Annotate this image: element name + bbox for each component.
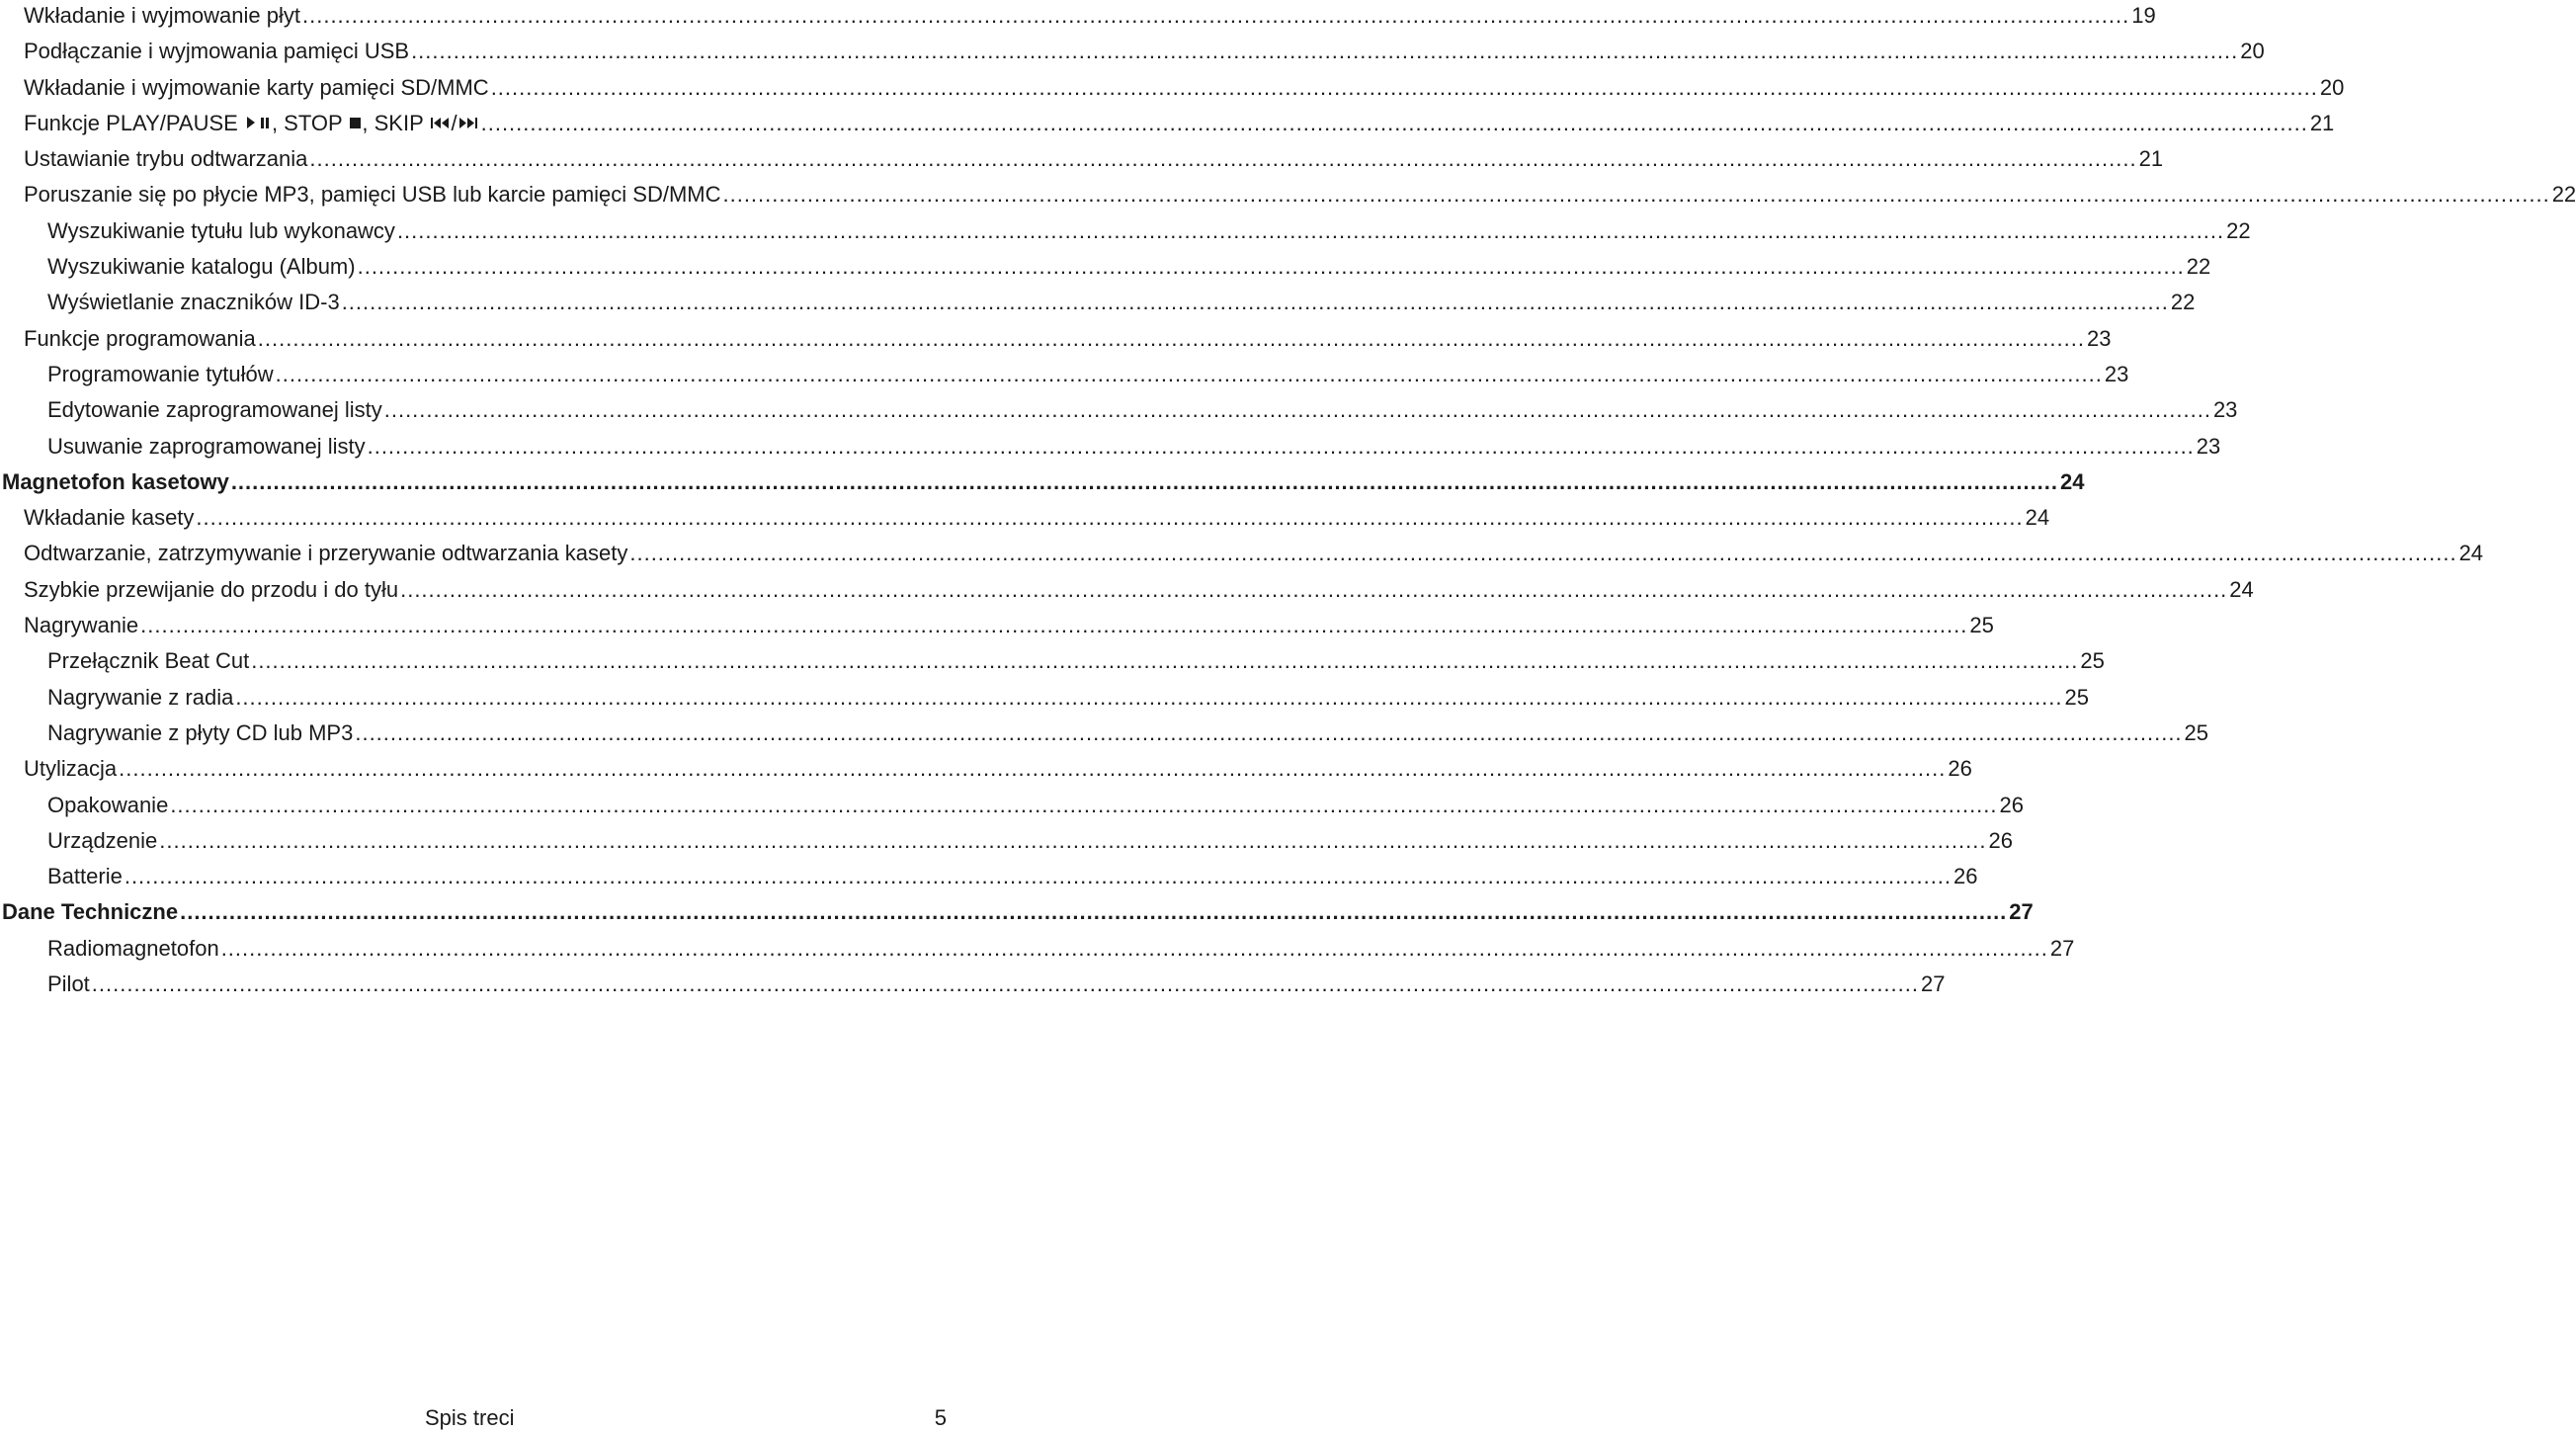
toc-entry-page-number: 25 bbox=[2080, 648, 2105, 674]
toc-entry-label-text: / bbox=[451, 110, 457, 135]
toc-entry-label: Podłączanie i wyjmowania pamięci USB bbox=[24, 39, 410, 64]
toc-dot-leader: .................................................................................................................................................................................................................................................................... bbox=[180, 899, 2008, 925]
toc-dot-leader: .................................................................................................................................................................................................................................................................... bbox=[257, 325, 2085, 351]
toc-entry-page-number: 24 bbox=[2025, 505, 2050, 531]
toc-dot-leader: .................................................................................................................................................................................................................................................................... bbox=[235, 684, 2063, 710]
footer-section-title: Spis treci bbox=[425, 1405, 515, 1430]
toc-entry[interactable] bbox=[0, 249, 2211, 285]
skip-back-icon bbox=[429, 115, 451, 130]
toc-entry-label: Wkładanie i wyjmowanie płyt bbox=[24, 3, 300, 28]
toc-entry-page-number: 20 bbox=[2319, 74, 2345, 100]
toc-entry[interactable] bbox=[0, 823, 2013, 859]
toc-entry-label: Wkładanie i wyjmowanie karty pamięci SD/MMC bbox=[24, 74, 489, 100]
toc-entry-label: Wyszukiwanie katalogu (Album) bbox=[47, 254, 356, 280]
toc-entry-label: Wyświetlanie znaczników ID-3 bbox=[47, 290, 340, 315]
toc-dot-leader: .................................................................................................................................................................................................................................................................... bbox=[383, 397, 2211, 423]
toc-dot-leader: .................................................................................................................................................................................................................................................................... bbox=[251, 648, 2079, 674]
toc-entry-label: Utylizacja bbox=[24, 756, 118, 782]
toc-entry-label: Wkładanie kasety bbox=[24, 505, 195, 531]
toc-entry-page-number: 23 bbox=[2086, 325, 2112, 351]
toc-entry-page-number: 23 bbox=[2196, 433, 2221, 459]
toc-entry-label: Batterie bbox=[47, 864, 123, 889]
toc-entry[interactable] bbox=[0, 608, 1994, 643]
toc-entry[interactable] bbox=[0, 213, 2251, 249]
toc-dot-leader: .................................................................................................................................................................................................................................................................... bbox=[140, 613, 1968, 638]
toc-entry[interactable] bbox=[0, 429, 2221, 464]
toc-entry[interactable] bbox=[0, 680, 2089, 716]
toc-entry-label: Ustawianie trybu odtwarzania bbox=[24, 146, 308, 172]
toc-entry-page-number: 21 bbox=[2309, 110, 2335, 135]
toc-entry-page-number: 20 bbox=[2240, 39, 2265, 64]
toc-entry-page-number: 26 bbox=[1953, 864, 1978, 889]
toc-entry[interactable] bbox=[0, 106, 2335, 141]
toc-entry-label: Programowanie tytułów bbox=[47, 361, 274, 386]
toc-entry-page-number: 24 bbox=[2060, 468, 2085, 494]
toc-entry-label-text: , SKIP bbox=[362, 110, 430, 135]
toc-entry-page-number: 27 bbox=[1921, 971, 1946, 997]
toc-dot-leader: .................................................................................................................................................................................................................................................................... bbox=[357, 254, 2185, 280]
toc-entry-label: Pilot bbox=[47, 971, 90, 997]
toc-entry-label: Przełącznik Beat Cut bbox=[47, 648, 250, 674]
toc-entry[interactable] bbox=[0, 894, 2034, 930]
toc-entry-label-text: , STOP bbox=[271, 110, 349, 135]
toc-entry-page-number: 27 bbox=[2009, 899, 2034, 925]
toc-dot-leader: .................................................................................................................................................................................................................................................................... bbox=[341, 290, 2169, 315]
toc-entry[interactable] bbox=[0, 967, 1946, 1002]
toc-entry-page-number: 22 bbox=[2551, 182, 2576, 208]
toc-dot-leader: .................................................................................................................................................................................................................................................................... bbox=[220, 935, 2048, 961]
toc-entry-label bbox=[24, 106, 479, 141]
toc-entry-label: Dane Techniczne bbox=[2, 899, 179, 925]
toc-dot-leader: .................................................................................................................................................................................................................................................................... bbox=[400, 576, 2228, 602]
toc-entry-label: Opakowanie bbox=[47, 792, 169, 817]
toc-dot-leader: .................................................................................................................................................................................................................................................................... bbox=[629, 541, 2457, 566]
toc-dot-leader: .................................................................................................................................................................................................................................................................... bbox=[722, 182, 2550, 208]
footer-page-number: 5 bbox=[934, 1405, 947, 1430]
toc-entry-label: Poruszanie się po płycie MP3, pamięci USB lub karcie pamięci SD/MMC bbox=[24, 182, 721, 208]
toc-entry-page-number: 26 bbox=[1988, 827, 2013, 853]
toc-entry-label: Usuwanie zaprogramowanej listy bbox=[47, 433, 366, 459]
play-icon bbox=[244, 115, 258, 130]
toc-entry-page-number: 24 bbox=[2229, 576, 2254, 602]
toc-entry-page-number: 21 bbox=[2138, 146, 2164, 172]
toc-entry-page-number: 25 bbox=[1969, 613, 1994, 638]
toc-entry-page-number: 26 bbox=[1948, 756, 1972, 782]
toc-entry[interactable] bbox=[0, 572, 2254, 608]
toc-entry-page-number: 22 bbox=[2226, 217, 2251, 243]
toc-dot-leader: .................................................................................................................................................................................................................................................................... bbox=[275, 361, 2103, 386]
toc-entry[interactable] bbox=[0, 34, 2265, 69]
toc-entry-label: Funkcje programowania bbox=[24, 325, 256, 351]
toc-entry[interactable] bbox=[0, 0, 2156, 34]
toc-entry-label: Magnetofon kasetowy bbox=[2, 468, 229, 494]
toc-entry-page-number: 24 bbox=[2458, 541, 2484, 566]
toc-entry[interactable] bbox=[0, 285, 2196, 320]
toc-entry-page-number: 25 bbox=[2064, 684, 2089, 710]
toc-entry-page-number: 23 bbox=[2212, 397, 2238, 423]
toc-entry-label: Nagrywanie z radia bbox=[47, 684, 234, 710]
toc-entry-label-text: Funkcje PLAY/PAUSE bbox=[24, 110, 244, 135]
skip-forward-icon bbox=[457, 115, 479, 130]
toc-entry[interactable] bbox=[0, 464, 2085, 500]
toc-entry-page-number: 25 bbox=[2184, 719, 2209, 745]
toc-entry-label: Edytowanie zaprogramowanej listy bbox=[47, 397, 382, 423]
toc-entry-page-number: 22 bbox=[2186, 254, 2211, 280]
toc-entry[interactable] bbox=[0, 392, 2238, 428]
toc-entry-page-number: 27 bbox=[2049, 935, 2075, 961]
toc-dot-leader: .................................................................................................................................................................................................................................................................... bbox=[159, 827, 1987, 853]
toc-dot-leader: .................................................................................................................................................................................................................................................................... bbox=[230, 468, 2059, 494]
toc-dot-leader: .................................................................................................................................................................................................................................................................... bbox=[302, 3, 2130, 28]
toc-dot-leader: .................................................................................................................................................................................................................................................................... bbox=[355, 719, 2183, 745]
toc-dot-leader: .................................................................................................................................................................................................................................................................... bbox=[396, 217, 2225, 243]
toc-dot-leader: .................................................................................................................................................................................................................................................................... bbox=[170, 792, 1998, 817]
toc-entry[interactable] bbox=[0, 751, 1972, 787]
toc-entry-page-number: 22 bbox=[2170, 290, 2196, 315]
toc-entry[interactable] bbox=[0, 500, 2050, 536]
toc-entry-label: Urządzenie bbox=[47, 827, 158, 853]
toc-dot-leader: .................................................................................................................................................................................................................................................................... bbox=[309, 146, 2137, 172]
toc-entry[interactable] bbox=[0, 321, 2112, 357]
toc-dot-leader: .................................................................................................................................................................................................................................................................... bbox=[411, 39, 2239, 64]
toc-entry[interactable] bbox=[0, 141, 2164, 177]
toc-entry[interactable] bbox=[0, 536, 2484, 571]
toc-dot-leader: .................................................................................................................................................................................................................................................................... bbox=[196, 505, 2024, 531]
pause-icon bbox=[258, 115, 272, 130]
toc-entry-label: Wyszukiwanie tytułu lub wykonawcy bbox=[47, 217, 395, 243]
toc-entry-page-number: 26 bbox=[1999, 792, 2024, 817]
toc-dot-leader: .................................................................................................................................................................................................................................................................... bbox=[119, 756, 1947, 782]
toc-dot-leader: .................................................................................................................................................................................................................................................................... bbox=[124, 864, 1953, 889]
stop-icon bbox=[348, 115, 362, 130]
toc-entry-label: Nagrywanie z płyty CD lub MP3 bbox=[47, 719, 354, 745]
toc-entry[interactable] bbox=[0, 788, 2024, 823]
toc-dot-leader: .................................................................................................................................................................................................................................................................... bbox=[490, 74, 2318, 100]
toc-entry[interactable] bbox=[0, 70, 2345, 106]
toc-entry[interactable] bbox=[0, 177, 2576, 212]
toc-entry[interactable] bbox=[0, 859, 1978, 894]
toc-entry-label: Nagrywanie bbox=[24, 613, 139, 638]
toc-entry[interactable] bbox=[0, 931, 2075, 967]
toc-dot-leader: .................................................................................................................................................................................................................................................................... bbox=[480, 110, 2308, 135]
toc-entry[interactable] bbox=[0, 643, 2105, 679]
toc-dot-leader: .................................................................................................................................................................................................................................................................... bbox=[367, 433, 2195, 459]
toc-entry[interactable] bbox=[0, 716, 2209, 751]
toc-entry[interactable] bbox=[0, 357, 2129, 392]
toc-entry-label: Odtwarzanie, zatrzymywanie i przerywanie odtwarzania kasety bbox=[24, 541, 628, 566]
toc-dot-leader: .................................................................................................................................................................................................................................................................... bbox=[91, 971, 1919, 997]
toc-entry-label: Radiomagnetofon bbox=[47, 935, 219, 961]
toc-entry-page-number: 19 bbox=[2131, 3, 2156, 28]
toc-entry-page-number: 23 bbox=[2104, 361, 2129, 386]
toc-entry-label: Szybkie przewijanie do przodu i do tyłu bbox=[24, 576, 399, 602]
